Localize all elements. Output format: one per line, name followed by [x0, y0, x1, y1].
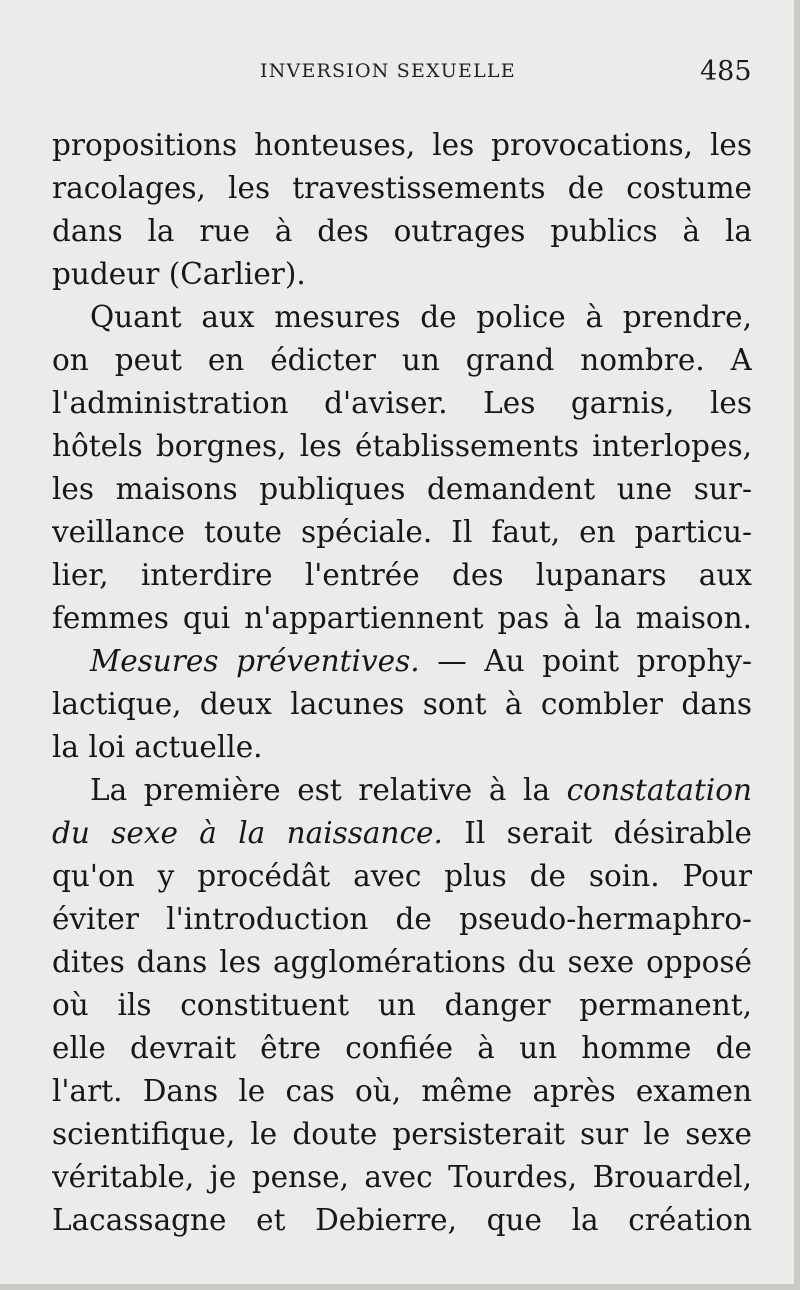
text-line: où ils constituent un danger permanent, [52, 988, 752, 1022]
text-line: qu'on y procédât avec plus de soin. Pour [52, 859, 752, 893]
text-line: l'administration d'aviser. Les garnis, les [52, 386, 752, 420]
page-header [0, 56, 800, 90]
text-line: Lacassagne et Debierre, que la création [52, 1203, 752, 1237]
text-line: véritable, je pense, avec Tourdes, Brouardel, [52, 1160, 752, 1194]
emphasis-italic: constatation [566, 773, 752, 807]
text-line: lactique, deux lacunes sont à combler dans [52, 687, 752, 721]
text-line: l'art. Dans le cas où, même après examen [52, 1074, 752, 1108]
text-line: dites dans les agglomérations du sexe opposé [52, 945, 752, 979]
text-line: Mesures préventives. — Au point prophy- [90, 644, 752, 678]
text-line: lier, interdire l'entrée des lupanars aux [52, 558, 752, 592]
text-line: on peut en édicter un grand nombre. A [52, 343, 752, 377]
body-text [52, 124, 752, 1242]
text-line: scientifique, le doute persisterait sur le sexe [52, 1117, 752, 1151]
text-line: pudeur (Carlier). [52, 257, 306, 291]
page-number: 485 [700, 56, 752, 87]
text-line: éviter l'introduction de pseudo-hermaphro- [52, 902, 752, 936]
text-line: Quant aux mesures de police à prendre, [90, 300, 752, 334]
text-line: elle devrait être confiée à un homme de [52, 1031, 752, 1065]
text-line: la loi actuelle. [52, 730, 263, 764]
text-line: les maisons publiques demandent une sur- [52, 472, 752, 506]
text-line: hôtels borgnes, les établissements interlopes, [52, 429, 752, 463]
text-line: La première est relative à la constatation [90, 773, 752, 807]
running-head: INVERSION SEXUELLE [260, 60, 516, 82]
text-line: veillance toute spéciale. Il faut, en particu- [52, 515, 752, 549]
section-heading-italic: Mesures préventives. [90, 644, 420, 678]
text-line: racolages, les travestissements de costume [52, 171, 752, 205]
emphasis-italic: du sexe à la naissance. [52, 816, 443, 850]
text-line: femmes qui n'appartiennent pas à la maison. [52, 601, 752, 635]
text-line: propositions honteuses, les provocations, les [52, 128, 752, 162]
text-line: dans la rue à des outrages publics à la [52, 214, 752, 248]
text-line: du sexe à la naissance. Il serait désirable [52, 816, 752, 850]
